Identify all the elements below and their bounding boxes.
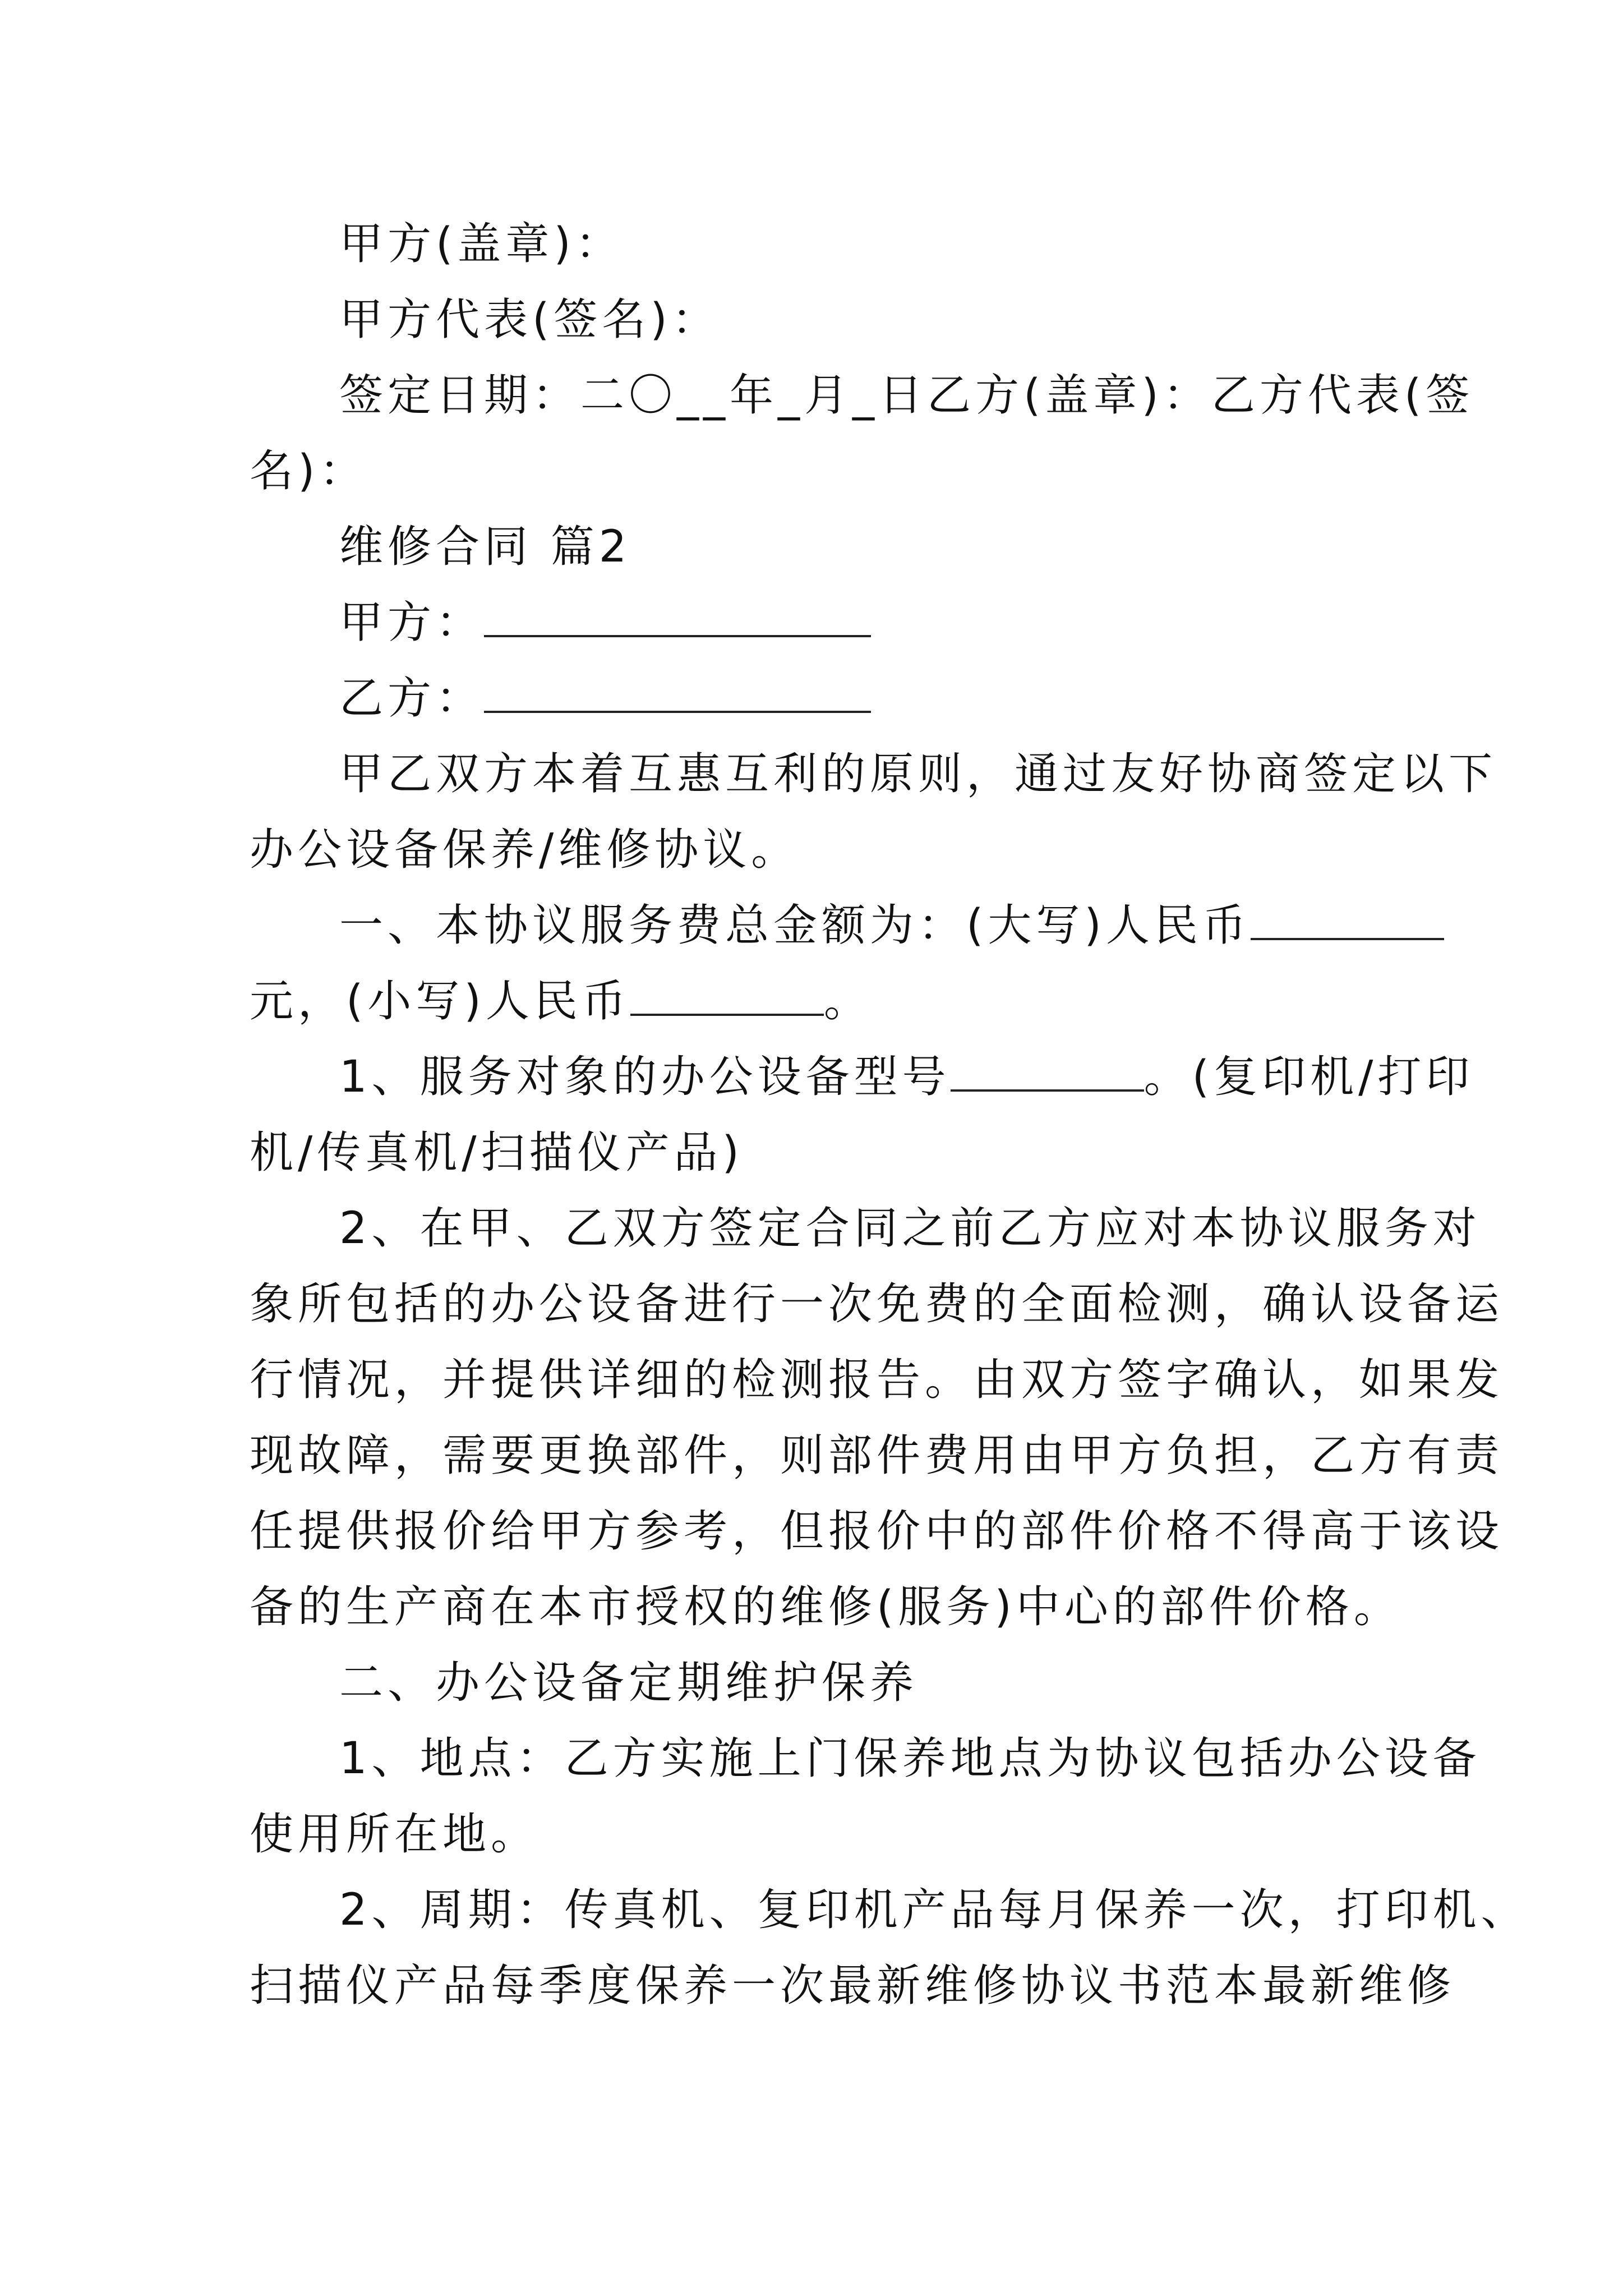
- party-b-blank: [484, 676, 871, 713]
- section-2-heading: [339, 1655, 918, 1711]
- party-a-label: 甲方：: [339, 597, 485, 648]
- party-b-line: [339, 670, 871, 726]
- clause-1-fee-text: 一、本协议服务费总金额为：(大写)人民币: [339, 900, 1251, 951]
- model-blank: [951, 1055, 1144, 1092]
- sign-date-continuation: [250, 443, 367, 499]
- paragraph-intro-2-text: 办公设备保养/维修协议。: [250, 825, 800, 875]
- item-2-line-6: [250, 1579, 1402, 1635]
- sign-date-continuation-text: 名)：: [250, 446, 368, 496]
- item-2-line-1: [339, 1200, 1481, 1257]
- item-1-model-tail: 。(复印机/打印: [1144, 1052, 1474, 1102]
- party-a-seal-line: [339, 216, 624, 272]
- item-2-line-3: [250, 1352, 1504, 1408]
- item-1-model-line: [339, 1049, 1474, 1105]
- party-a-blank: [484, 600, 871, 637]
- section-2-heading-text: 二、办公设备定期维护保养: [339, 1658, 919, 1708]
- section-2-item-1-text-2: 使用所在地。: [250, 1809, 540, 1860]
- item-1-model-text: 1、服务对象的办公设备型号: [339, 1052, 951, 1102]
- party-a-seal-text: 甲方(盖章)：: [339, 219, 624, 269]
- item-2-line-4: [250, 1428, 1504, 1484]
- sign-date-line: [339, 367, 1474, 424]
- item-1-model-line-2: [250, 1125, 744, 1181]
- section-2-item-2-line-1: [339, 1882, 1529, 1938]
- contract-title: [339, 519, 631, 575]
- section-2-item-1-line-2: [250, 1806, 539, 1862]
- clause-1-fee-line-2: [250, 973, 872, 1029]
- party-a-rep-text: 甲方代表(签名)：: [339, 295, 720, 345]
- party-a-rep-line: [339, 292, 720, 348]
- item-2-text-2: 象所包括的办公设备进行一次免费的全面检测，确认设备运: [250, 1279, 1504, 1329]
- item-2-text-4: 现故障，需要更换部件，则部件费用由甲方负担，乙方有责: [250, 1430, 1504, 1481]
- fee-uppercase-blank: [1251, 903, 1444, 940]
- paragraph-intro-1-text: 甲乙双方本着互惠互利的原则，通过友好协商签定以下: [339, 749, 1497, 799]
- clause-1-fee-end: 。: [823, 976, 872, 1027]
- contract-title-text: 维修合同 篇2: [339, 522, 631, 572]
- party-a-line: [339, 595, 871, 651]
- item-2-line-2: [250, 1276, 1504, 1332]
- section-2-item-1-line-1: [339, 1731, 1481, 1787]
- clause-1-fee-line: [339, 898, 1444, 954]
- sign-date-text: 签定日期：二〇__年_月_日乙方(盖章)：乙方代表(签: [339, 370, 1474, 421]
- clause-1-fee-text-2: 元，(小写)人民币: [250, 976, 630, 1027]
- party-b-label: 乙方：: [339, 673, 485, 724]
- item-2-text-1: 2、在甲、乙双方签定合同之前乙方应对本协议服务对: [339, 1203, 1481, 1254]
- item-2-line-5: [250, 1503, 1504, 1559]
- paragraph-intro-2: [250, 822, 799, 878]
- section-2-item-2-text-1: 2、周期：传真机、复印机产品每月保养一次，打印机、: [339, 1885, 1529, 1935]
- section-2-item-1-text-1: 1、地点：乙方实施上门保养地点为协议包括办公设备: [339, 1733, 1481, 1784]
- section-2-item-2-line-2: [250, 1958, 1455, 2014]
- item-2-text-5: 任提供报价给甲方参考，但报价中的部件价格不得高于该设: [250, 1506, 1504, 1557]
- section-2-item-2-text-2: 扫描仪产品每季度保养一次最新维修协议书范本最新维修: [250, 1961, 1456, 2011]
- fee-lowercase-blank: [630, 979, 824, 1016]
- item-2-text-6: 备的生产商在本市授权的维修(服务)中心的部件价格。: [250, 1582, 1402, 1632]
- paragraph-intro-1: [339, 746, 1497, 802]
- item-2-text-3: 行情况，并提供详细的检测报告。由双方签字确认，如果发: [250, 1355, 1504, 1405]
- item-1-model-text-2: 机/传真机/扫描仪产品): [250, 1128, 744, 1178]
